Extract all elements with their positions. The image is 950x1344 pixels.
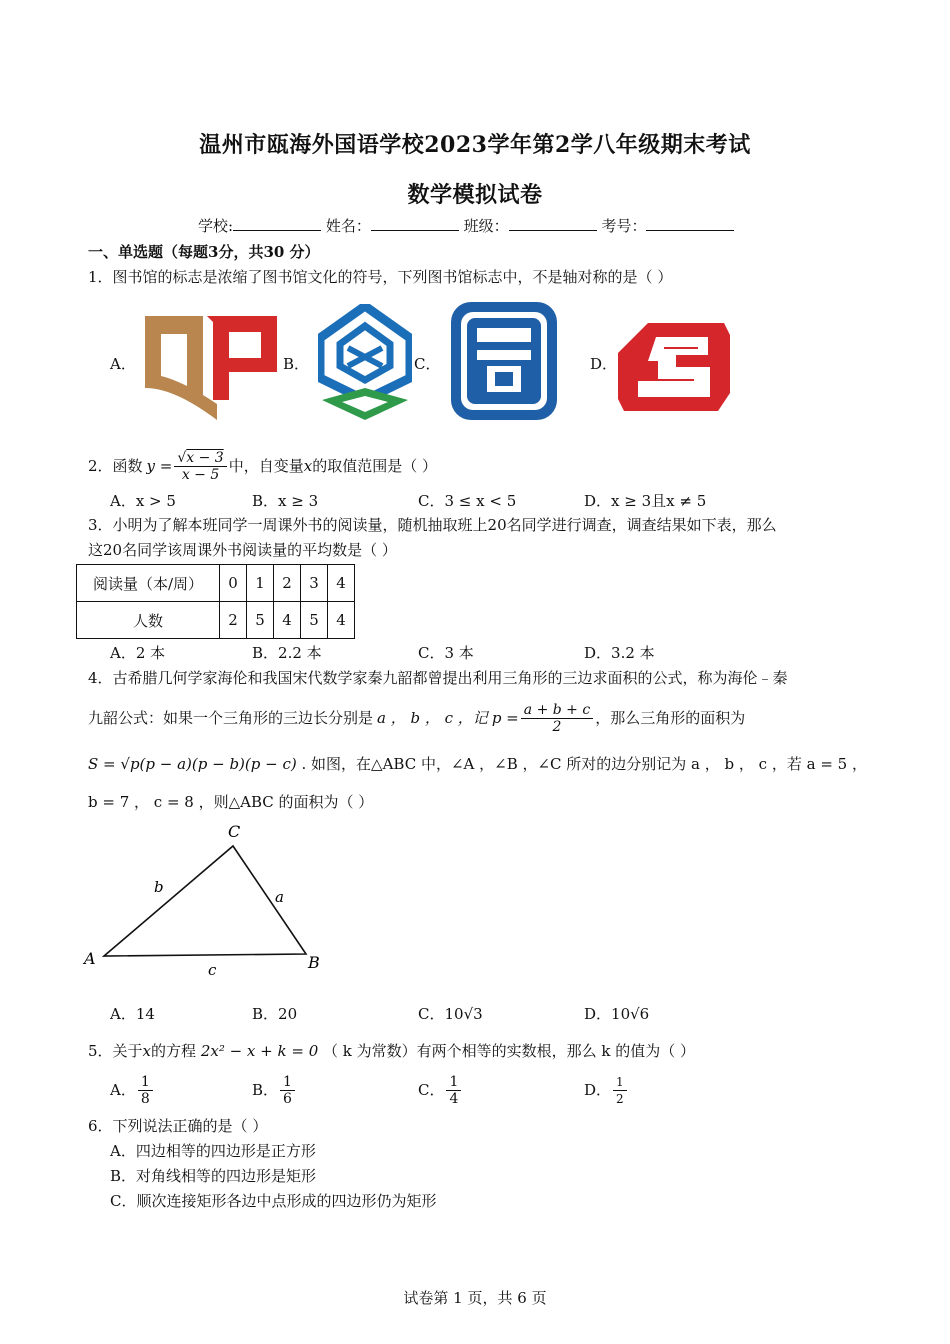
table-cell: 2	[274, 565, 301, 602]
q5-option-b-num: 1	[280, 1074, 295, 1091]
q2-fraction	[174, 450, 226, 483]
table-cell: 人数	[77, 602, 220, 639]
q4-option-c: C．10√3	[418, 1005, 483, 1023]
exam-title: 温州市瓯海外国语学校2023学年第2学八年级期末考试	[199, 132, 751, 158]
section-heading: 一、单选题（每题3分，共30 分）	[88, 243, 320, 261]
q5-option-a-num: 1	[138, 1074, 153, 1091]
table-cell: 4	[328, 602, 355, 639]
q4-line2-p: p =	[491, 709, 519, 727]
q1-stem: 1．图书馆的标志是浓缩了图书馆文化的符号，下列图书馆标志中，不是轴对称的是（ ）	[88, 268, 673, 286]
table-cell: 阅读量（本/周）	[77, 565, 220, 602]
triangle-figure	[80, 818, 330, 982]
side-b-label: b	[154, 878, 164, 896]
q5-option-b	[252, 1070, 297, 1110]
q2-option-d: D．x ≥ 3且x ≠ 5	[584, 492, 707, 510]
table-cell: 5	[247, 602, 274, 639]
q4-heron-formula: S = √p(p − a)(p − b)(p − c)	[88, 755, 297, 773]
side-c-label: c	[208, 961, 217, 978]
q1-option-b-label: B．	[283, 355, 310, 373]
table-row	[77, 565, 355, 602]
q5-option-a-label: A．	[110, 1081, 136, 1099]
library-logo-a	[143, 312, 279, 426]
q2-numerator-text: x − 3	[186, 449, 224, 466]
q2-stem	[88, 444, 437, 488]
q3-stem-line2: 这20名同学该周课外书阅读量的平均数是（ ）	[88, 541, 397, 559]
q5-option-b-label: B．	[252, 1081, 279, 1099]
q4-line3-text: . 如图，在△ABC 中，∠A ，∠B ，∠C 所对的边分别记为 a ， b ， c ，若 a = 5 ，	[301, 755, 867, 773]
table-cell: 1	[247, 565, 274, 602]
q4-option-d: D．10√6	[584, 1005, 650, 1023]
q2-denominator: x − 5	[181, 466, 220, 483]
table-cell: 4	[274, 602, 301, 639]
q2-prefix: 2．函数	[88, 457, 143, 475]
name-field[interactable]	[371, 216, 459, 231]
exam-subtitle: 数学模拟试卷	[407, 182, 543, 208]
q5-equation: 2x² − x + k = 0	[200, 1042, 319, 1060]
q4-line2-text: 九韶公式：如果一个三角形的三边长分别是	[88, 709, 374, 727]
q1-option-a-label: A．	[110, 355, 136, 373]
q3-option-a: A．2 本	[110, 644, 166, 662]
q2-option-b: B．x ≥ 3	[252, 492, 319, 510]
q6-stem: 6．下列说法正确的是（ ）	[88, 1117, 268, 1135]
library-logo-b	[318, 304, 412, 426]
q5-option-a-den: 8	[140, 1090, 150, 1107]
q4-line2-end: ，那么三角形的面积为	[595, 709, 746, 727]
q4-p-fraction	[521, 702, 593, 735]
q3-option-b: B．2.2 本	[252, 644, 322, 662]
table-cell: 3	[301, 565, 328, 602]
q3-option-d: D．3.2 本	[584, 644, 655, 662]
q5-stem-a: 5．关于	[88, 1042, 143, 1060]
q2-end: 的取值范围是（ ）	[312, 457, 437, 475]
id-field[interactable]	[646, 216, 734, 231]
q1-option-d-label: D．	[590, 355, 618, 373]
q5-stem	[88, 1041, 695, 1061]
q5-option-d-label: D．	[584, 1081, 612, 1099]
q3-option-c: C．3 本	[418, 644, 474, 662]
library-logo-d	[618, 323, 730, 417]
q6-option-b: B．对角线相等的四边形是矩形	[110, 1167, 317, 1185]
q4-p-denominator: 2	[552, 718, 562, 735]
q1-option-c-label: C．	[414, 355, 441, 373]
q5-option-d	[584, 1070, 629, 1110]
table-cell: 4	[328, 565, 355, 602]
vertex-c-label: C	[228, 822, 241, 841]
q4-line3	[88, 754, 867, 774]
school-field[interactable]	[233, 216, 321, 231]
q4-line4: b = 7 ， c = 8 ，则△ABC 的面积为（ ）	[88, 793, 374, 811]
q5-option-c-label: C．	[418, 1081, 445, 1099]
q5-option-d-den: 2	[616, 1091, 624, 1106]
q4-option-a: A．14	[110, 1005, 155, 1023]
q4-line2-vars: a ， b ， c ，记	[377, 709, 488, 727]
class-field[interactable]	[509, 216, 597, 231]
vertex-b-label: B	[308, 953, 320, 972]
q2-option-a: A．x > 5	[110, 492, 176, 510]
table-cell: 5	[301, 602, 328, 639]
q3-table	[76, 564, 355, 639]
side-a-label: a	[275, 888, 284, 906]
q2-var: x	[303, 457, 313, 475]
q4-line2	[88, 696, 745, 740]
q4-line1: 4．古希腊几何学家海伦和我国宋代数学家秦九韶都曾提出利用三角形的三边求面积的公式，称为海伦﹣秦	[88, 669, 788, 687]
q5-option-c-den: 4	[449, 1090, 459, 1107]
q6-option-a: A．四边相等的四边形是正方形	[110, 1142, 316, 1160]
q5-stem-b: 的方程	[151, 1042, 197, 1060]
page-footer: 试卷第 1 页，共 6 页	[403, 1289, 547, 1307]
q5-option-b-den: 6	[283, 1090, 292, 1107]
q4-p-numerator: a + b + c	[521, 702, 593, 719]
school-label: 学校:	[198, 217, 234, 235]
q4-option-b: B．20	[252, 1005, 298, 1023]
q5-stem-c: （ k 为常数）有两个相等的实数根，那么 k 的值为（ ）	[323, 1042, 696, 1060]
q2-suffix: 中，自变量	[228, 457, 304, 475]
q2-y-eq: y =	[146, 457, 173, 475]
table-row	[77, 602, 355, 639]
q5-option-c-num: 1	[446, 1074, 461, 1091]
q2-option-c: C．3 ≤ x < 5	[418, 492, 517, 510]
q5-option-d-num: 1	[613, 1074, 627, 1091]
class-label: 班级：	[463, 217, 509, 235]
q5-var: x	[142, 1042, 152, 1060]
q5-option-a	[110, 1070, 155, 1110]
library-logo-c	[449, 300, 559, 426]
table-cell: 0	[220, 565, 247, 602]
q3-stem-line1: 3．小明为了解本班同学一周课外书的阅读量，随机抽取班上20名同学进行调查，调查结果如下表，那么	[88, 516, 777, 534]
name-label: 姓名：	[325, 217, 371, 235]
id-label: 考号：	[601, 217, 647, 235]
table-cell: 2	[220, 602, 247, 639]
q2-numerator: √x − 3	[174, 450, 226, 467]
student-info-line	[198, 216, 734, 236]
vertex-a-label: A	[84, 949, 96, 968]
q5-option-c	[418, 1070, 463, 1110]
q6-option-c: C．顺次连接矩形各边中点形成的四边形仍为矩形	[110, 1192, 437, 1210]
